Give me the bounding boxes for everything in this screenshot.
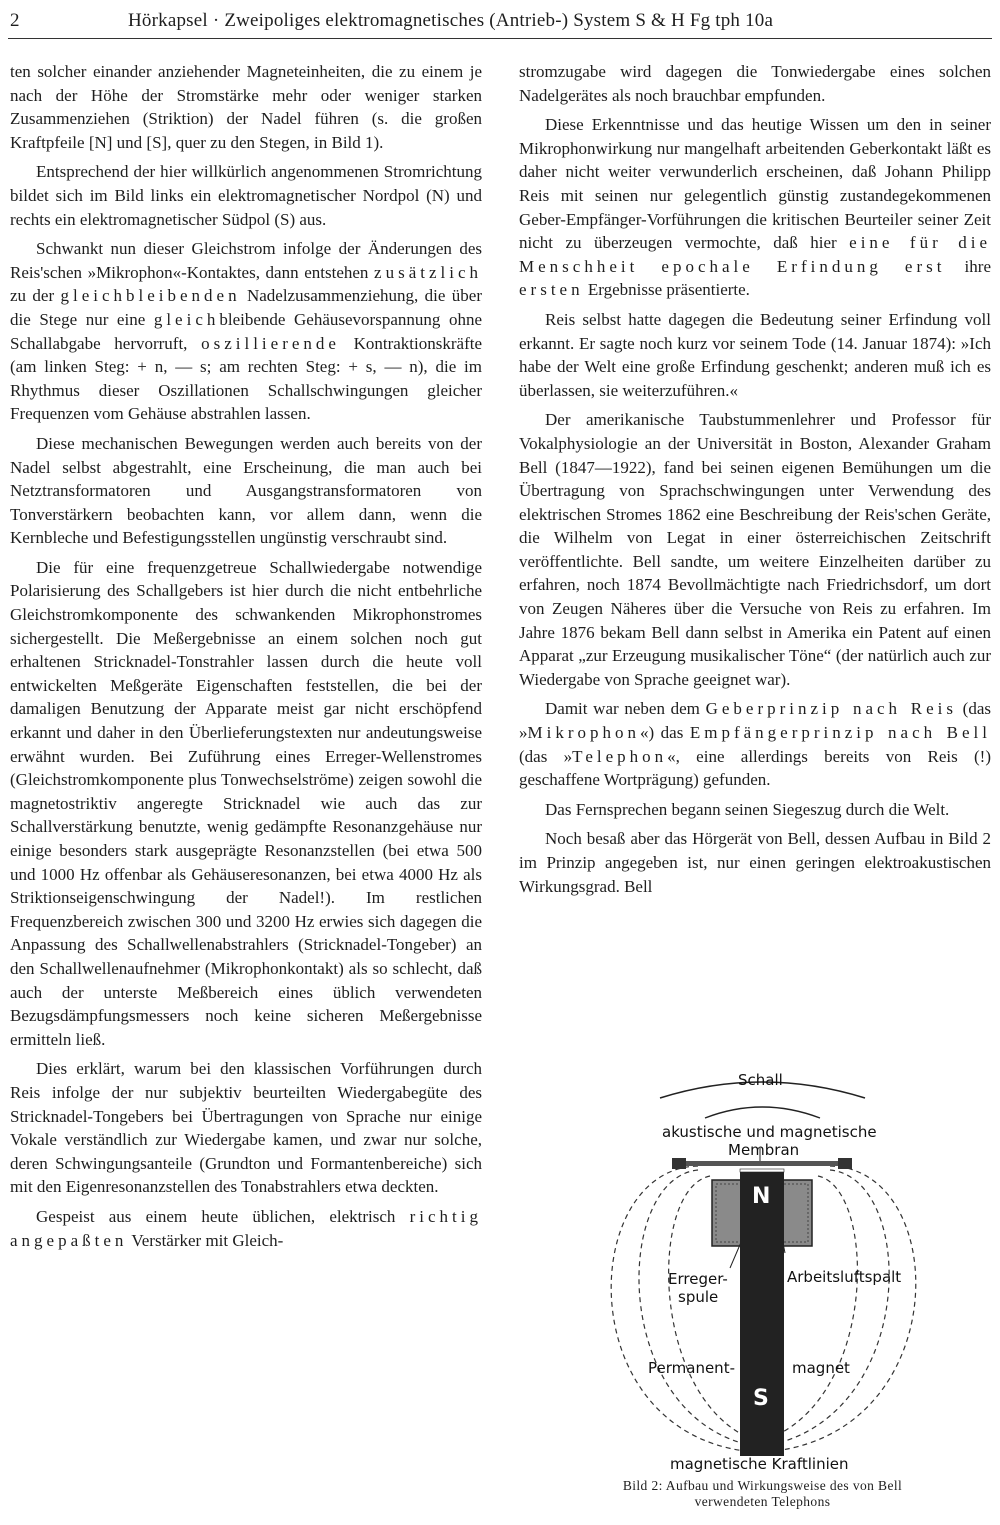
text-run: Diese Erkenntnisse und das heutige Wissen um den in seiner Mikrophonwirkung nur mangelhaft arbeitenden Geberkontakt läßt es daher nicht weiter verwunderlich erscheinen, daß Johann Philipp Reis mit seinen nur gelegentlich günstig zustandegekommenen Geber-Empfänger-Vorführungen die kritischen Beurteiler seiner Zeit nicht zu überzeugen vermochte, daß hier [519, 115, 991, 253]
air-gap-line [740, 1169, 784, 1172]
label-permanent: Permanent- [648, 1359, 735, 1377]
spaced-emphasis: zusätzlich [374, 262, 482, 282]
label-schall: Schall [738, 1071, 783, 1089]
paragraph: Der amerikanische Taubstummenlehrer und Professor für Vokalphysiologie an der Universität in Boston, Alexander Graham Bell (1847—1922), fand bei seinen eigenen Bemühungen um die Übertragung von Sprachschwingungen unter Verwendung des elektrischen Stromes 1862 eine Beschreibung der Reis'schen Geräte, die Wilhelm von Legat in einer österreichischen Zeitschrift veröffentlichte. Bell sandte, um weitere Einzelheiten darüber zu erfahren, noch 1874 Bevollmächtigte nach Friedrichsdorf, um dort von Zeugen Näheres über die Versuche von Reis zu erfahren. Im Jahre 1876 bekam Bell dann selbst in Amerika ein Patent auf einen Apparat „zur Erzeugung musikalischer Töne“ (der natürlich auch zur Wiedergabe von Sprache geeignet war). [519, 410, 991, 689]
label-arbeitsluftspalt: Arbeitsluftspalt [787, 1268, 902, 1286]
spaced-emphasis: oszillierende [201, 333, 340, 353]
text-run: Nadelzusammenziehung, die über die Stege nur eine [10, 286, 482, 329]
text-run: Ergebnisse präsentierte. [583, 280, 750, 300]
spaced-emphasis: gleich [153, 309, 220, 329]
spaced-emphasis: eine für die Menschheit epochale Erfindung erst [519, 233, 991, 276]
page-header [8, 8, 992, 39]
text-run: zu der [10, 286, 61, 306]
label-magnet: magnet [792, 1359, 850, 1377]
paragraph: Dies erklärt, warum bei den klassischen Vorführungen durch Reis infolge der nur subjektiv beurteilten Wiedergabegüte des Stricknadel-Tongebers bei Übertragungen von Sprache nur einige Vokale verständlich zur Wiedergabe kamen, und zwar nur solche, deren Schwingungsanteile (Grundton und Formantenbereiche) sich mit den Eigenresonanzstellen des Tonabstrahlers etwa deckten. [10, 1059, 482, 1197]
label-s: S [753, 1386, 769, 1411]
label-erreger: Erreger- [668, 1270, 728, 1288]
permanent-magnet [740, 1172, 784, 1456]
text-run: (das » [519, 746, 573, 766]
paragraph: ten solcher einander anziehender Magneteinheiten, die zu einem je nach der Höhe der Stromstärke mehr oder weniger starken Zusammenziehen (Striktion) der Nadel führen (s. die großen Kraftpfeile [N] und [S], quer zu den Stegen, in Bild 1). [10, 62, 482, 152]
membrane-clamp-left [672, 1158, 686, 1169]
paragraph: Die für eine frequenzgetreue Schallwiedergabe notwendige Polarisierung des Schallgebers ist hier durch die nicht entbehrliche Gleichstromkomponente des schwankenden Mikrophonstromes sichergestellt. Die Meßergebnisse an einem solchen noch gut erhaltenen Stricknadel-Tonstrahler lassen durch die heute voll entwickelten Meßgeräte Eigenschaften feststellen, die bei der damaligen Benutzung der Apparate meist gar nicht erschöpfend erkannt und daher in den Überlieferungstexten nur andeutungsweise erwähnt wurden. Bei Zuführung eines Erreger-Wellenstromes (Gleichstromkomponente plus Tonwechselströme) zeigen sowohl die magnetostriktiv angeregte Stricknadel wie auch das zur Schallverstärkung benutzte, wenig gedämpfte Resonanzgehäuse nur einige besonders stark ausgeprägte Resonanzstellen (bei etwa 500 und 1000 Hz offenbar als Gehäuseresonanzen, bei etwa 4000 Hz als Striktionseigenschwingung der Nadel!). Im restlichen Frequenzbereich zwischen 300 und 3200 Hz erwies sich dagegen die Anpassung des Schallwellenabstrahlers (Stricknadel-Tongeber) an den Schallwellenaufnehmer (Mikrophonkontakt) als so schlecht, daß auch der unterste Meßbereich eines üblich verwendeten Bezugsdämpfungsmessers noch keine sicheren Meßergebnisse ermitteln ließ. [10, 557, 482, 1049]
paragraph: stromzugabe wird dagegen die Tonwiedergabe eines solchen Nadelgerätes als noch brauchbar empfunden. [519, 62, 991, 105]
text-run: bleibende Gehäusevorspannung ohne Schallabgabe hervorruft, [10, 309, 483, 353]
spaced-emphasis: Telephon [572, 746, 668, 766]
text-run: «, eine allerdings bereits von Reis (!) geschaffene Wortprägung) gefunden. [519, 746, 992, 790]
label-membran: Membran [728, 1141, 800, 1159]
spaced-emphasis: richtig angepaßten [10, 1206, 482, 1250]
membrane-clamp-right [838, 1158, 852, 1169]
spaced-emphasis: Geberprinzip nach Reis [705, 699, 957, 719]
paragraph: Entsprechend der hier willkürlich angenommenen Stromrichtung bildet sich im Bild links ein elektromagnetischer Nordpol (N) und rechts ein elektromagnetischer Südpol (S) aus. [10, 162, 482, 229]
text-run: Verstärker mit Gleich- [127, 1230, 284, 1250]
sound-wave-arc [705, 1107, 820, 1118]
label-akustische: akustische und magnetische [662, 1123, 877, 1141]
caption-line: verwendeten Telephons [694, 1494, 831, 1509]
text-run: Damit war neben dem [545, 699, 706, 719]
label-n: N [752, 1184, 771, 1209]
text-run: ihre [945, 256, 991, 276]
spaced-emphasis: Mikrophon [527, 723, 640, 743]
spaced-emphasis: gleichbleibenden [60, 286, 241, 306]
text-run: Kontraktionskräfte (am linken Steg: + n, — s; am rechten Steg: + s, — n), die im Rhythmus dieser Oszillationen Schallschwingungen gleicher Frequenzen vom Gehäuse abstrahlen lassen. [10, 333, 483, 424]
caption-line: Bild 2: Aufbau und Wirkungsweise des von Bell [622, 1478, 903, 1493]
paragraph [519, 113, 991, 302]
figure-caption [540, 1478, 985, 1510]
paragraph [519, 697, 991, 791]
spaced-emphasis: ersten [519, 280, 584, 300]
text-run: «) das [640, 723, 690, 743]
spaced-emphasis: Empfängerprinzip nach Bell [689, 723, 991, 743]
text-run: (das » [519, 699, 991, 743]
paragraph: Das Fernsprechen begann seinen Siegeszug durch die Welt. [545, 799, 950, 819]
right-column [519, 60, 991, 904]
paragraph [10, 237, 482, 426]
paragraph: Noch besaß aber das Hörgerät von Bell, dessen Aufbau in Bild 2 im Prinzip angegeben ist, nur einen geringen elektroakustischen Wirkungsgrad. Bell [519, 829, 991, 896]
label-kraftlinien: magnetische Kraftlinien [670, 1455, 849, 1473]
membrane [672, 1161, 852, 1166]
page-number: 2 [10, 10, 20, 31]
label-spule: spule [678, 1288, 719, 1306]
text-run: Schwankt nun dieser Gleichstrom infolge der Änderungen des Reis'schen »Mikrophon«-Kontaktes, dann entstehen [10, 239, 482, 282]
paragraph: Diese mechanischen Bewegungen werden auch bereits von der Nadel selbst abgestrahlt, eine Erscheinung, die man auch bei Netztransformatoren und Ausgangstransformatoren von Tonverstärkern beobachten kann, vor allem dann, wenn die Kernbleche und Befestigungsstellen ungünstig verschraubt sind. [10, 433, 482, 548]
left-column [10, 60, 482, 1258]
running-title: Hörkapsel · Zweipoliges elektromagnetisches (Antrieb-) System S & H Fg tph 10a [128, 10, 774, 31]
paragraph: Reis selbst hatte dagegen die Bedeutung seiner Erfindung voll erkannt. Er sagte noch kurz vor seinem Tode (14. Januar 1874): »Ich habe der Welt eine große Erfindung geschenkt; anderen muß ich es überlassen, sie weiterzuführen.« [519, 309, 991, 400]
text-run: Gespeist aus einem heute üblichen, elektrisch [36, 1206, 410, 1226]
figure-telephon [540, 1068, 985, 1518]
paragraph [10, 1205, 482, 1252]
